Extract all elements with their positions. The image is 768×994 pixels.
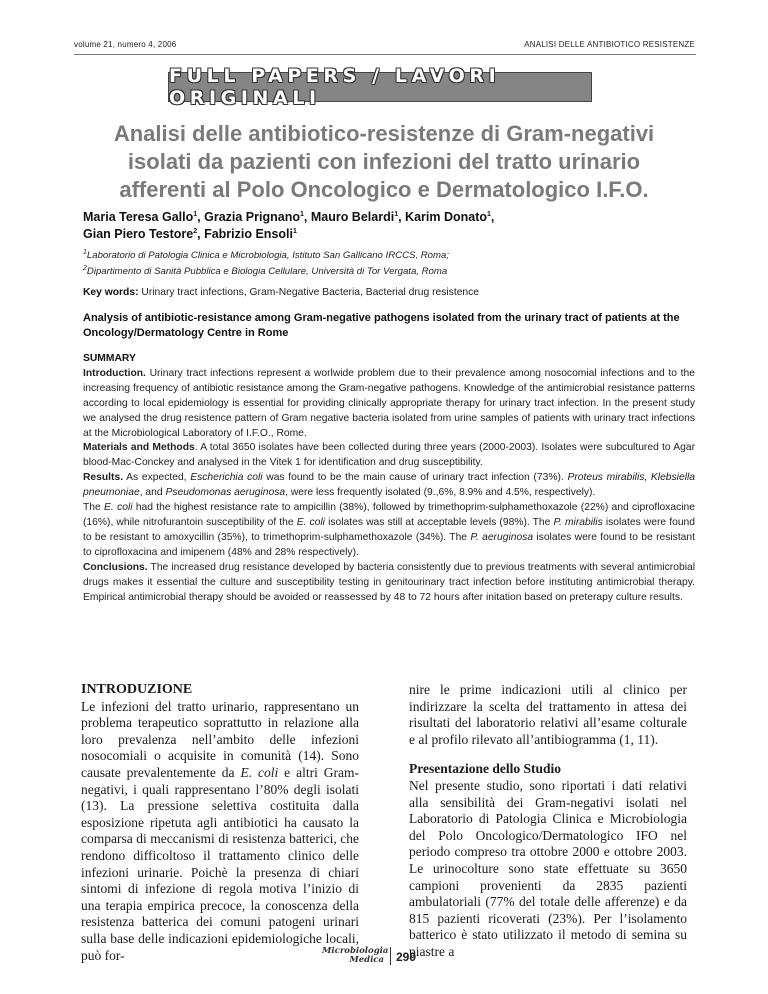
species-name: P. mirabilis xyxy=(553,516,603,528)
author-separator: , xyxy=(197,210,205,224)
author-list xyxy=(83,209,693,243)
english-title: Analysis of antibiotic-resistance among Gram-negative pathogens isolated from the urinary tract of patients at the Oncology/Dermatology Centre in Rome xyxy=(83,312,680,339)
abstract-text: , and xyxy=(139,487,166,499)
abstract-text: isolates were found to be resistant to amoxycillin (35%), to trimethoprim-sulphamethoxazole (34%). The xyxy=(83,516,695,543)
author-separator: , xyxy=(303,210,311,224)
species-name: E. coli xyxy=(240,764,279,780)
body-column-left xyxy=(81,682,359,964)
species-name: Proteus mirabilis, Klebsiella pneumoniae xyxy=(83,472,695,499)
keywords-text: Urinary tract infections, Gram-Negative Bacteria, Bacterial drug resistence xyxy=(141,287,480,298)
author-separator: , xyxy=(490,210,495,224)
body-text: e altri Gram-negativi, i quali rappresentano l’80% degli isolati (13). La pressione selettiva costituita dalla esposizione ripetuta agli antibiotici ha causato la comparsa di meccanismi di resistenza batterici, che rendono difficoltoso il trattamento clinico delle infezioni urinarie. Poichè la presenza di chiari sintomi di infezione di regola motiva l’inizio di una terapia empirica precoce, la conoscenza della resistenza batterica dei comuni patogeni urinari sulla base delle indicazioni epidemiologiche locali, può for- xyxy=(81,764,359,963)
section-banner-label: FULL PAPERS / LAVORI ORIGINALI xyxy=(169,65,501,109)
author-name: Grazia Prignano xyxy=(204,210,300,224)
author-affiliation-mark: 1 xyxy=(193,210,198,218)
abstract-introduction xyxy=(83,367,695,442)
journal-logo-line: Microbiologia xyxy=(322,946,389,956)
body-paragraph xyxy=(81,699,359,965)
abstract-text: The xyxy=(83,502,105,514)
abstract-text: had the highest resistance rate to ampicillin (38%), followed by trimethoprim-sulphamethoxazole (22%) and ciprofloxacine (16%), while nitrofurantoin susceptibility of the xyxy=(83,502,695,528)
abstract-conclusions xyxy=(83,561,695,606)
keywords-label: Key words: xyxy=(83,287,139,298)
abstract-results-continued xyxy=(83,501,695,561)
journal-logo xyxy=(322,947,391,965)
author-affiliation-mark: 2 xyxy=(193,227,198,235)
author-affiliation-mark: 1 xyxy=(292,227,297,235)
author-name: Mauro Belardi xyxy=(310,210,395,224)
abstract-text: isolates was still at acceptable levels (98%). The xyxy=(324,516,554,528)
article-title: Analisi delle antibiotico-resistenze di Gram-negativi isolati da pazienti con infezioni del tratto urinario afferenti al Polo Oncologico e Dermatologico I.F.O. xyxy=(113,121,655,202)
abstract xyxy=(83,352,695,605)
abstract-text: Urinary tract infections represent a worlwide problem due to their prevalence among nosocomial infections and to the increasing frequency of antibiotic resistance among the Gram-negative pathogens. Knowledge of the antimicrobial resistance patterns according to local epidemiology is essential for providing clinically appropriate therapy for urinary tract infection. In the present study we analysed the drug resistence pattern of Gram negative bacteria isolated from urine samples of patients with urinary tract infections at the Microbiological Laboratory of I.F.O., Rome. xyxy=(83,367,695,439)
section-heading-introduction: INTRODUZIONE xyxy=(81,682,193,697)
abstract-text: , were less frequently isolated (9.,6%, 8.9% and 4.5%, respectively). xyxy=(285,487,596,499)
abstract-label: Introduction. xyxy=(83,367,146,379)
section-banner xyxy=(168,65,592,109)
affiliation-text: Laboratorio di Patologia Clinica e Microbiologia, Istituto San Gallicano IRCCS, Roma; xyxy=(86,250,449,261)
abstract-label: Results. xyxy=(83,472,124,484)
body-paragraph: Nel presente studio, sono riportati i dati relativi alla sensibilità dei Gram-negativi isolati nel Laboratorio di Patologia Clinica e Microbiologia del Polo Oncologico/Dermatologico IFO nel periodo compreso tra ottobre 2000 e ottobre 2003. Le urinocolture sono state effettuate su 3650 campioni provenienti da 2835 pazienti ambulatoriali (77% del totale delle afferenze) e da 815 pazienti ricoverati (23%). Per l’isolamento batterico è stato utilizzato il metodo di semina su piastre a xyxy=(409,777,687,959)
affiliation xyxy=(83,250,693,261)
abstract-label: Materials and Methods xyxy=(83,442,195,454)
author-name: Maria Teresa Gallo xyxy=(83,210,194,224)
body-column-right xyxy=(409,682,687,961)
species-name: E. coli xyxy=(296,516,325,528)
abstract-results xyxy=(83,471,695,501)
body-text: Le infezioni del tratto urinario, rappresentano un problema terapeutico soprattutto in relazione alla loro prevalenza nell’ambito delle infezioni nosocomiali o acquisite in comunità (14). Sono causate prevalentemente da xyxy=(81,698,359,780)
author-affiliation-mark: 1 xyxy=(487,210,491,218)
abstract-heading: SUMMARY xyxy=(83,353,136,364)
author-name: Gian Piero Testore xyxy=(83,227,194,241)
species-name: Escherichia coli xyxy=(190,472,263,484)
author-name: Fabrizio Ensoli xyxy=(204,227,293,241)
keywords xyxy=(83,287,693,298)
author-separator: , xyxy=(398,210,406,224)
abstract-text: . A total 3650 isolates have been collected during three years (2000-2003). Isolates were subcultured to Agar blood-Mac-Conckey and analysed in the Vitek 1 for identification and drug susceptibility. xyxy=(83,442,696,469)
affiliation-mark: 1 xyxy=(83,248,87,256)
species-name: P. aeruginosa xyxy=(470,531,534,543)
author-separator: , xyxy=(197,227,205,241)
species-name: E. coli xyxy=(104,502,133,514)
journal-logo-line: Medica xyxy=(349,955,384,965)
species-name: Pseudomonas aeruginosa xyxy=(165,487,286,499)
page-number: 299 xyxy=(396,950,417,964)
author-name: Karim Donato xyxy=(405,210,487,224)
author-affiliation-mark: 1 xyxy=(394,210,399,218)
section-heading-study: Presentazione dello Studio xyxy=(409,761,562,777)
body-paragraph: nire le prime indicazioni utili al clinico per indirizzare la scelta del trattamento in attesa dei risultati del laboratorio relativi all’esame colturale e al profilo rilevato all’antibiogramma (1, 11). xyxy=(409,682,687,747)
abstract-methods xyxy=(83,441,695,471)
running-header-volume: volume 21, numero 4, 2006 xyxy=(74,40,177,49)
author-affiliation-mark: 1 xyxy=(299,210,304,218)
abstract-text: isolates were found to be resistant to ciprofloxacina and imipenem (48% and 28% respectively). xyxy=(83,531,695,558)
affiliation xyxy=(83,266,693,277)
abstract-text: As expected, xyxy=(123,472,191,484)
running-header-topic: ANALISI DELLE ANTIBIOTICO RESISTENZE xyxy=(524,40,695,49)
affiliation-mark: 2 xyxy=(83,264,87,272)
abstract-label: Conclusions. xyxy=(83,561,148,573)
affiliation-text: Dipartimento di Sanità Pubblica e Biologia Cellulare, Università di Tor Vergata, Roma xyxy=(86,266,448,277)
abstract-text: was found to be the main cause of urinary tract infection (73%). xyxy=(262,472,568,484)
header-divider xyxy=(74,54,696,55)
abstract-text: The increased drug resistance developed by bacteria consistently due to previous treatments with several antimicrobial drugs makes it essential the culture and susceptibility testing in genitourinary tract infection before instituting antimicrobial therapy. Empirical antimicrobial therapy should be avoided or reassessed by 48 to 72 hours after initation based on preterapy culture results. xyxy=(83,561,695,603)
